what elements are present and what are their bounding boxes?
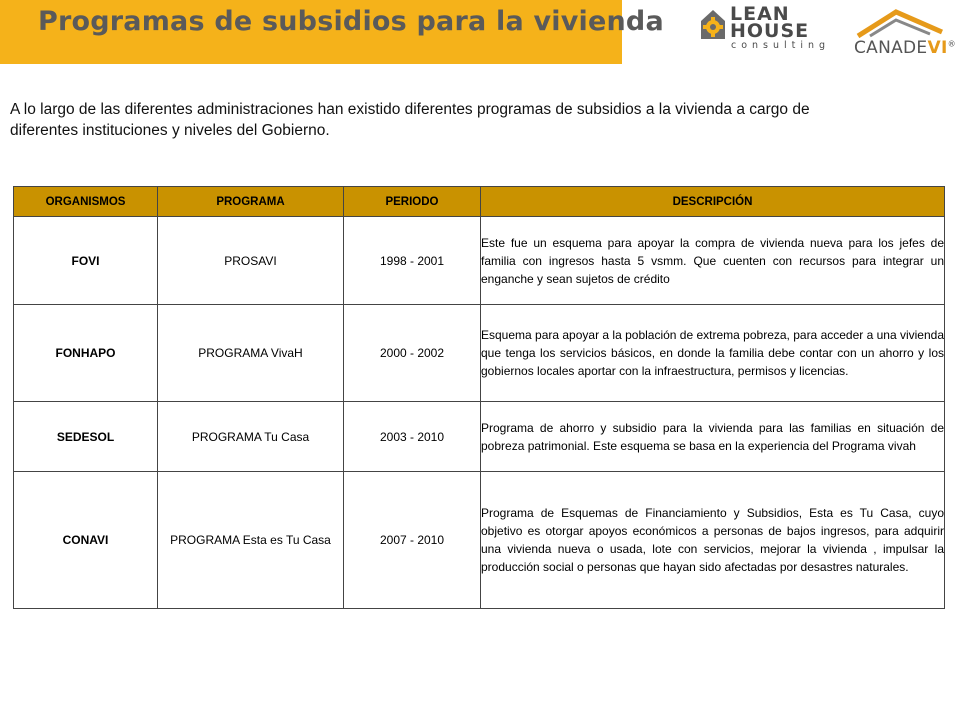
gear-house-icon: [698, 7, 728, 41]
column-header-descripcion: DESCRIPCIÓN: [481, 187, 945, 217]
canadevi-wordmark: [854, 38, 956, 58]
cell-periodo: 2003 - 2010: [344, 402, 481, 472]
cell-organismo: SEDESOL: [14, 402, 158, 472]
leanhouse-logo: [698, 3, 831, 57]
cell-descripcion: Este fue un esquema para apoyar la compra de vivienda nueva para los jefes de familia con ingresos hasta 5 vsmm. Que cuenten con recursos para integrar un enganche y sean sujetos de crédito: [481, 217, 945, 305]
table-row: [14, 472, 945, 609]
cell-organismo: CONAVI: [14, 472, 158, 609]
intro-paragraph: A lo largo de las diferentes administraciones han existido diferentes programas de subsidios a la vivienda a cargo de diferentes instituciones y niveles del Gobierno.: [10, 101, 810, 139]
cell-programa: PROGRAMA Esta es Tu Casa: [158, 472, 344, 609]
programs-table: [13, 186, 945, 609]
table-row: [14, 402, 945, 472]
cell-programa: PROSAVI: [158, 217, 344, 305]
logo-area: [660, 0, 960, 64]
roof-icon: [856, 8, 946, 38]
canadevi-prefix: CANADE: [854, 38, 928, 58]
column-header-programa: PROGRAMA: [158, 187, 344, 217]
canadevi-logo: [852, 8, 956, 58]
title-bar: [0, 0, 664, 64]
table-row: [14, 305, 945, 402]
cell-descripcion: Programa de ahorro y subsidio para la vivienda para las familias en situación de pobreza patrimonial. Este esquema se basa en la experiencia del Programa vivah: [481, 402, 945, 472]
cell-organismo: FOVI: [14, 217, 158, 305]
canadevi-suffix: VI: [927, 38, 948, 58]
cell-periodo: 2007 - 2010: [344, 472, 481, 609]
cell-periodo: 2000 - 2002: [344, 305, 481, 402]
cell-programa: PROGRAMA Tu Casa: [158, 402, 344, 472]
leanhouse-logo-lean: LEAN: [730, 3, 790, 25]
cell-periodo: 1998 - 2001: [344, 217, 481, 305]
leanhouse-logo-consulting: consulting: [731, 40, 831, 51]
table-header-row: [14, 187, 945, 217]
cell-descripcion: Programa de Esquemas de Financiamiento y Subsidios, Esta es Tu Casa, cuyo objetivo es otorgar apoyos económicos a personas de bajos ingresos, para adquirir una vivienda nueva o usada, lote con servicios, mejorar la vivienda , impulsar la producción social o personas que hayan sido afectadas por desastres naturales.: [481, 472, 945, 609]
leanhouse-logo-house: HOUSE: [730, 20, 810, 42]
column-header-organismos: ORGANISMOS: [14, 187, 158, 217]
cell-descripcion: Esquema para apoyar a la población de extrema pobreza, para acceder a una vivienda que tenga los servicios básicos, en donde la familia debe contar con un ahorro y los gobiernos locales aportar con la infraestructura, permisos y licencias.: [481, 305, 945, 402]
column-header-periodo: PERIODO: [344, 187, 481, 217]
table-row: [14, 217, 945, 305]
cell-organismo: FONHAPO: [14, 305, 158, 402]
page-title: Programas de subsidios para la vivienda: [38, 6, 664, 37]
cell-programa: PROGRAMA VivaH: [158, 305, 344, 402]
canadevi-mark: ®: [947, 39, 956, 49]
